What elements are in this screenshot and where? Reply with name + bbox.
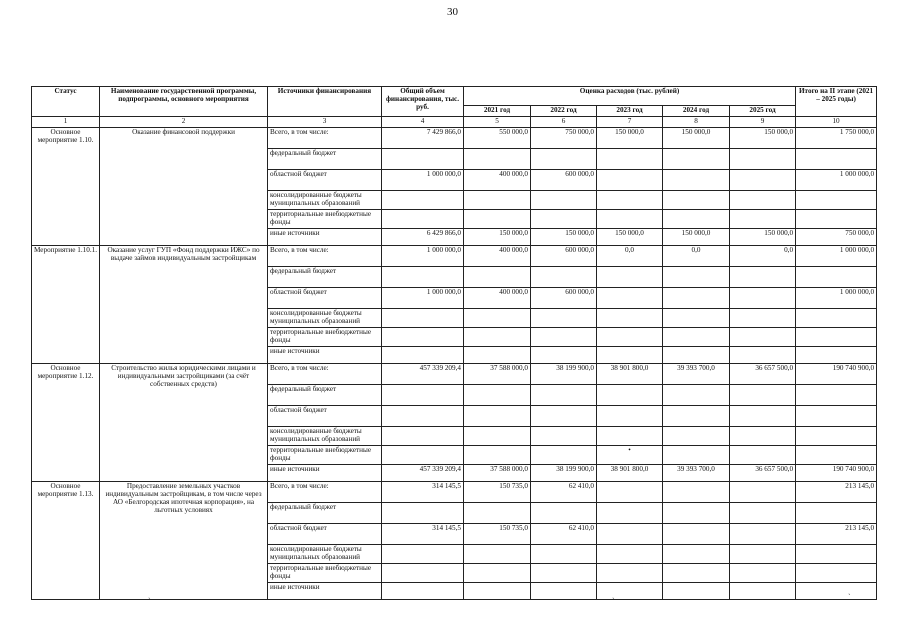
amount-cell: 0,0 (663, 246, 730, 267)
table-body (32, 128, 877, 600)
amount-cell: 150 000,0 (730, 128, 796, 149)
amount-cell (730, 149, 796, 170)
amount-cell (663, 309, 730, 328)
amount-cell (730, 210, 796, 229)
header-year-2025: 2025 год (730, 106, 796, 117)
table-row (32, 364, 877, 385)
amount-cell (531, 328, 597, 347)
amount-cell (531, 545, 597, 564)
row-program-name: Оказание услуг ГУП «Фонд поддержки ИЖС» по выдаче займов индивидуальным застройщикам (100, 246, 268, 364)
amount-cell: • (597, 446, 663, 465)
amount-cell (796, 267, 877, 288)
amount-cell (730, 583, 796, 600)
amount-cell: 1 000 000,0 (382, 288, 464, 309)
funding-source-label: территориальные внебюджетные фонды (268, 210, 382, 229)
amount-cell (382, 406, 464, 427)
amount-cell (597, 191, 663, 210)
amount-cell (796, 149, 877, 170)
amount-cell: 314 145,5 (382, 524, 464, 545)
amount-cell: 36 657 500,0 (730, 364, 796, 385)
amount-cell: 1 000 000,0 (796, 246, 877, 267)
table-row (32, 128, 877, 149)
amount-cell (796, 545, 877, 564)
amount-cell (597, 149, 663, 170)
amount-cell (663, 149, 730, 170)
amount-cell (796, 406, 877, 427)
row-program-name: Строительство жилья юридическими лицами и индивидуальными застройщиками (за счёт собственных средств) (100, 364, 268, 482)
amount-cell: 0,0 (597, 246, 663, 267)
amount-cell (531, 210, 597, 229)
amount-cell (663, 524, 730, 545)
amount-cell (730, 288, 796, 309)
amount-cell (597, 482, 663, 503)
col-number: 2 (100, 117, 268, 128)
amount-cell (730, 524, 796, 545)
amount-cell (730, 446, 796, 465)
amount-cell (597, 347, 663, 364)
amount-cell (796, 309, 877, 328)
amount-cell: 190 740 900,0 (796, 465, 877, 482)
amount-cell: 190 740 900,0 (796, 364, 877, 385)
col-number: 3 (268, 117, 382, 128)
amount-cell (597, 267, 663, 288)
funding-source-label: иные источники (268, 229, 382, 246)
amount-cell: 1 750 000,0 (796, 128, 877, 149)
amount-cell (531, 385, 597, 406)
amount-cell: 213 145,0 (796, 482, 877, 503)
amount-cell (796, 210, 877, 229)
header-name: Наименование государственной программы, подпрограммы, основного мероприятия (100, 87, 268, 117)
funding-source-label: иные источники (268, 583, 382, 600)
amount-cell: 1 000 000,0 (796, 170, 877, 191)
amount-cell (464, 583, 531, 600)
amount-cell (382, 385, 464, 406)
amount-cell (663, 328, 730, 347)
amount-cell (730, 309, 796, 328)
amount-cell (464, 149, 531, 170)
table-row (32, 482, 877, 503)
amount-cell (382, 267, 464, 288)
amount-cell (730, 170, 796, 191)
amount-cell (730, 267, 796, 288)
amount-cell (464, 545, 531, 564)
scan-mark: ˎ (612, 590, 615, 599)
amount-cell (597, 564, 663, 583)
amount-cell (663, 503, 730, 524)
amount-cell (597, 170, 663, 191)
funding-source-label: Всего, в том числе: (268, 364, 382, 385)
amount-cell (464, 210, 531, 229)
amount-cell (382, 347, 464, 364)
amount-cell (663, 385, 730, 406)
amount-cell (663, 482, 730, 503)
amount-cell (382, 427, 464, 446)
amount-cell (464, 328, 531, 347)
funding-source-label: территориальные внебюджетные фонды (268, 564, 382, 583)
amount-cell: 457 339 209,4 (382, 364, 464, 385)
amount-cell (663, 564, 730, 583)
funding-source-label: областной бюджет (268, 524, 382, 545)
amount-cell (464, 347, 531, 364)
amount-cell: 38 199 900,0 (531, 364, 597, 385)
amount-cell (531, 446, 597, 465)
amount-cell (796, 503, 877, 524)
amount-cell: 600 000,0 (531, 170, 597, 191)
amount-cell (464, 267, 531, 288)
amount-cell: 37 588 000,0 (464, 465, 531, 482)
amount-cell (663, 210, 730, 229)
col-number: 9 (730, 117, 796, 128)
header-status: Статус (32, 87, 100, 117)
amount-cell (730, 564, 796, 583)
funding-source-label: областной бюджет (268, 406, 382, 427)
amount-cell: 150 000,0 (597, 128, 663, 149)
amount-cell: 0,0 (730, 246, 796, 267)
amount-cell (531, 583, 597, 600)
amount-cell (730, 385, 796, 406)
amount-cell: 7 429 866,0 (382, 128, 464, 149)
col-number: 8 (663, 117, 730, 128)
funding-source-label: консолидированные бюджеты муниципальных образований (268, 427, 382, 446)
amount-cell (663, 545, 730, 564)
amount-cell (796, 446, 877, 465)
amount-cell (531, 347, 597, 364)
row-status: Основное мероприятие 1.12. (32, 364, 100, 482)
funding-source-label: консолидированные бюджеты муниципальных образований (268, 545, 382, 564)
funding-source-label: федеральный бюджет (268, 267, 382, 288)
amount-cell (382, 328, 464, 347)
col-number: 1 (32, 117, 100, 128)
amount-cell (597, 385, 663, 406)
amount-cell (730, 328, 796, 347)
amount-cell: 150 000,0 (663, 229, 730, 246)
amount-cell (531, 427, 597, 446)
amount-cell: 600 000,0 (531, 288, 597, 309)
scan-mark: ˎ (148, 590, 151, 599)
page-number: 30 (447, 6, 458, 18)
scan-mark: ˎ (848, 586, 851, 595)
funding-source-label: Всего, в том числе: (268, 246, 382, 267)
funding-source-label: федеральный бюджет (268, 385, 382, 406)
amount-cell: 1 000 000,0 (382, 246, 464, 267)
funding-source-label: областной бюджет (268, 170, 382, 191)
amount-cell: 37 588 000,0 (464, 364, 531, 385)
col-number: 4 (382, 117, 464, 128)
funding-source-label: иные источники (268, 347, 382, 364)
funding-source-label: федеральный бюджет (268, 149, 382, 170)
amount-cell (730, 545, 796, 564)
amount-cell: 750 000,0 (531, 128, 597, 149)
amount-cell (597, 288, 663, 309)
funding-source-label: территориальные внебюджетные фонды (268, 446, 382, 465)
amount-cell (597, 406, 663, 427)
amount-cell (382, 583, 464, 600)
amount-cell: 36 657 500,0 (730, 465, 796, 482)
amount-cell: 38 901 800,0 (597, 465, 663, 482)
funding-source-label: Всего, в том числе: (268, 128, 382, 149)
amount-cell (730, 482, 796, 503)
table-row (32, 246, 877, 267)
col-number: 5 (464, 117, 531, 128)
amount-cell: 39 393 700,0 (663, 364, 730, 385)
header-year-2023: 2023 год (597, 106, 663, 117)
amount-cell: 150 000,0 (464, 229, 531, 246)
amount-cell (382, 149, 464, 170)
amount-cell (730, 191, 796, 210)
amount-cell (597, 503, 663, 524)
amount-cell (730, 503, 796, 524)
amount-cell (663, 288, 730, 309)
row-program-name: Оказание финансовой поддержки (100, 128, 268, 246)
amount-cell: 1 000 000,0 (796, 288, 877, 309)
amount-cell (796, 191, 877, 210)
amount-cell (531, 503, 597, 524)
amount-cell: 150 000,0 (597, 229, 663, 246)
amount-cell (663, 583, 730, 600)
amount-cell (663, 170, 730, 191)
amount-cell (464, 406, 531, 427)
amount-cell: 39 393 700,0 (663, 465, 730, 482)
amount-cell: 213 145,0 (796, 524, 877, 545)
amount-cell (597, 328, 663, 347)
funding-source-label: федеральный бюджет (268, 503, 382, 524)
amount-cell (464, 503, 531, 524)
amount-cell (730, 427, 796, 446)
amount-cell (382, 446, 464, 465)
amount-cell (796, 564, 877, 583)
amount-cell (597, 583, 663, 600)
amount-cell (796, 583, 877, 600)
amount-cell (663, 347, 730, 364)
row-status: Основное мероприятие 1.13. (32, 482, 100, 600)
amount-cell (382, 503, 464, 524)
amount-cell (796, 328, 877, 347)
amount-cell: 150 000,0 (531, 229, 597, 246)
amount-cell (796, 385, 877, 406)
amount-cell (464, 309, 531, 328)
amount-cell (597, 524, 663, 545)
amount-cell (531, 406, 597, 427)
amount-cell (382, 564, 464, 583)
amount-cell (663, 267, 730, 288)
amount-cell: 38 901 800,0 (597, 364, 663, 385)
amount-cell: 400 000,0 (464, 170, 531, 191)
amount-cell: 62 410,0 (531, 482, 597, 503)
amount-cell (531, 191, 597, 210)
amount-cell (796, 347, 877, 364)
amount-cell: 400 000,0 (464, 246, 531, 267)
amount-cell (663, 191, 730, 210)
col-number: 6 (531, 117, 597, 128)
amount-cell: 150 735,0 (464, 524, 531, 545)
amount-cell (597, 545, 663, 564)
funding-source-label: иные источники (268, 465, 382, 482)
scan-mark: ˎ (380, 590, 383, 599)
amount-cell (597, 427, 663, 446)
amount-cell (663, 406, 730, 427)
amount-cell: 457 339 209,4 (382, 465, 464, 482)
amount-cell (382, 191, 464, 210)
header-year-2024: 2024 год (663, 106, 730, 117)
amount-cell: 550 000,0 (464, 128, 531, 149)
amount-cell: 750 000,0 (796, 229, 877, 246)
row-status: Основное мероприятие 1.10. (32, 128, 100, 246)
funding-source-label: территориальные внебюджетные фонды (268, 328, 382, 347)
amount-cell: 314 145,5 (382, 482, 464, 503)
amount-cell (531, 564, 597, 583)
amount-cell (464, 385, 531, 406)
financing-table (31, 86, 877, 600)
amount-cell (730, 347, 796, 364)
amount-cell (382, 309, 464, 328)
amount-cell (730, 406, 796, 427)
header-total: Общий объем финансирования, тыс. руб. (382, 87, 464, 117)
amount-cell (464, 427, 531, 446)
amount-cell (663, 446, 730, 465)
amount-cell: 150 735,0 (464, 482, 531, 503)
amount-cell (382, 210, 464, 229)
amount-cell: 150 000,0 (730, 229, 796, 246)
header-estimate: Оценка расходов (тыс. рублей) (464, 87, 796, 106)
amount-cell: 38 199 900,0 (531, 465, 597, 482)
funding-source-label: консолидированные бюджеты муниципальных образований (268, 309, 382, 328)
header-source: Источники финансирования (268, 87, 382, 117)
amount-cell (531, 309, 597, 328)
header-stage-total: Итого на II этапе (2021 – 2025 годы) (796, 87, 877, 117)
funding-source-label: областной бюджет (268, 288, 382, 309)
funding-source-label: консолидированные бюджеты муниципальных образований (268, 191, 382, 210)
amount-cell: 62 410,0 (531, 524, 597, 545)
amount-cell: 150 000,0 (663, 128, 730, 149)
column-number-row (32, 117, 877, 128)
funding-source-label: Всего, в том числе: (268, 482, 382, 503)
header-year-2022: 2022 год (531, 106, 597, 117)
amount-cell (464, 446, 531, 465)
row-program-name: Предоставление земельных участков индивидуальным застройщикам, в том числе через АО «Белгородская ипотечная корпорация», на льготных условиях (100, 482, 268, 600)
amount-cell (531, 149, 597, 170)
amount-cell (663, 427, 730, 446)
row-status: Мероприятие 1.10.1. (32, 246, 100, 364)
amount-cell (796, 427, 877, 446)
amount-cell (597, 309, 663, 328)
amount-cell: 400 000,0 (464, 288, 531, 309)
header-year-2021: 2021 год (464, 106, 531, 117)
col-number: 7 (597, 117, 663, 128)
amount-cell (531, 267, 597, 288)
amount-cell (464, 191, 531, 210)
col-number: 10 (796, 117, 877, 128)
amount-cell (382, 545, 464, 564)
amount-cell (597, 210, 663, 229)
amount-cell: 6 429 866,0 (382, 229, 464, 246)
amount-cell: 1 000 000,0 (382, 170, 464, 191)
amount-cell: 600 000,0 (531, 246, 597, 267)
amount-cell (464, 564, 531, 583)
